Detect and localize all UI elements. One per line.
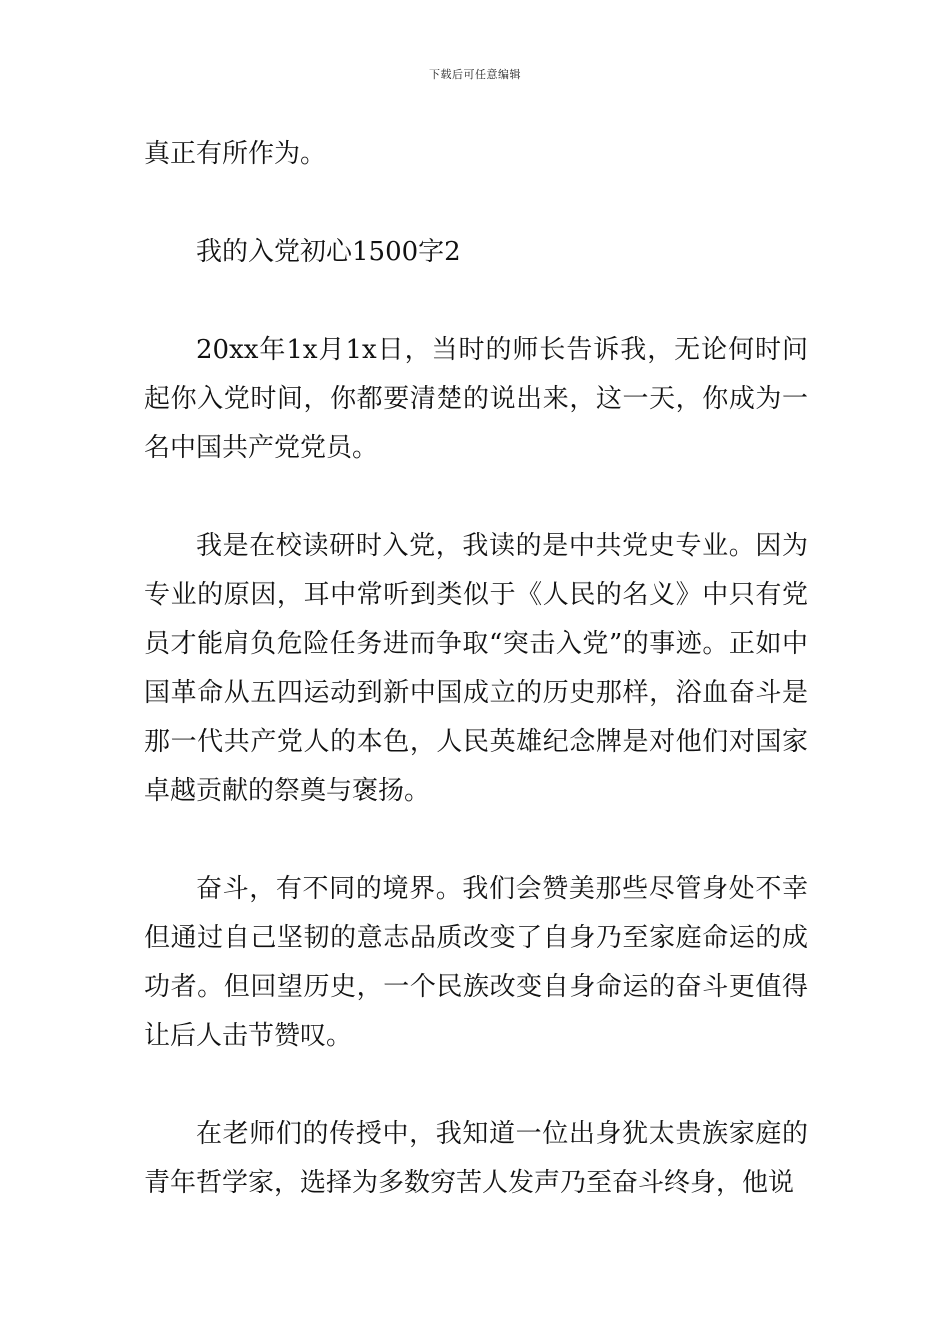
page-header: 下载后可任意编辑 <box>429 68 521 81</box>
paragraph-continuation: 真正有所作为。 <box>144 139 327 169</box>
document-body <box>144 130 808 1208</box>
paragraph-struggle: 奋斗，有不同的境界。我们会赞美那些尽管身处不幸但通过自己坚韧的意志品质改变了自身乃至家庭命运的成功者。但回望历史，一个民族改变自身命运的奋斗更值得让后人击节赞叹。 <box>144 874 808 1051</box>
paragraph-philosopher: 在老师们的传授中，我知道一位出身犹太贵族家庭的青年哲学家，选择为多数穷苦人发声乃至奋斗终身，他说 <box>144 1119 808 1198</box>
paragraph-graduate-study: 我是在校读研时入党，我读的是中共党史专业。因为专业的原因，耳中常听到类似于《人民的名义》中只有党员才能肩负危险任务进而争取“突击入党”的事迹。正如中国革命从五四运动到新中国成立的历史那样，浴血奋斗是那一代共产党人的本色，人民英雄纪念牌是对他们对国家卓越贡献的祭奠与褒扬。 <box>144 531 808 806</box>
paragraph-join-date: 20xx年1x月1x日，当时的师长告诉我，无论何时问起你入党时间，你都要清楚的说出来，这一天，你成为一名中国共产党党员。 <box>144 335 808 463</box>
section-title: 我的入党初心1500字2 <box>196 237 461 267</box>
